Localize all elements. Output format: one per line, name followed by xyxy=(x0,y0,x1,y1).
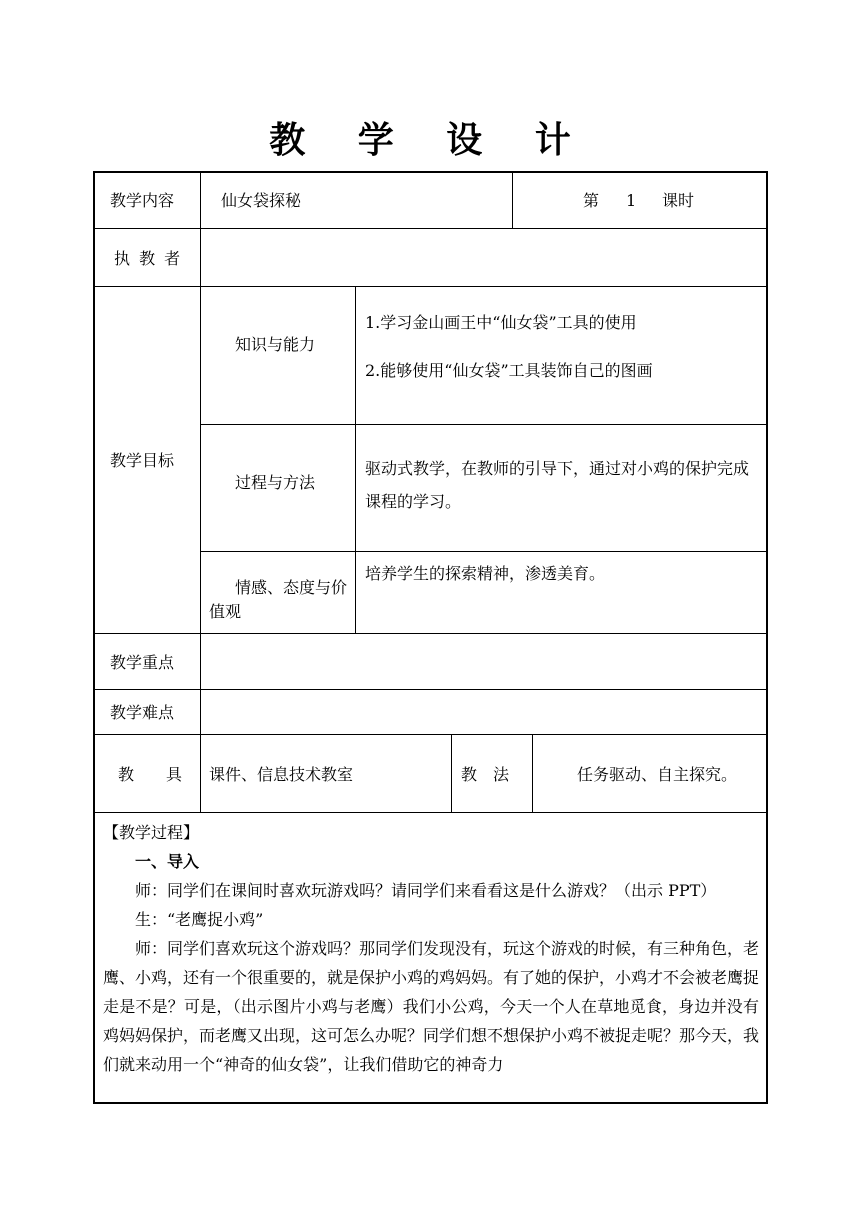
section-intro-heading: 一、导入 xyxy=(135,852,200,871)
lesson-prefix: 第 xyxy=(583,191,600,210)
knowledge-item-1: 1.学习金山画王中“仙女袋”工具的使用 xyxy=(365,313,637,332)
process-paragraph: 师：同学们在课间时喜欢玩游戏吗？请同学们来看看这是什么游戏？（出示 PPT） xyxy=(135,881,717,900)
method-value: 任务驱动、自主探究。 xyxy=(577,765,738,784)
emotion-label-line1: 情感、态度与价 xyxy=(235,578,348,597)
process-paragraph: 师：同学们喜欢玩这个游戏吗？那同学们发现没有，玩这个游戏的时候，有三种角色，老鹰、小鸡，还有一个很重要的，就是保护小鸡的鸡妈妈。有了她的保护，小鸡才不会被老鹰捉走是不是？可是，（出示图片小鸡与老鹰）我们小公鸡，今天一个人在草地觅食，身边并没有鸡妈妈保护，而老鹰又出现，这可怎么办呢？同学们想不想保护小鸡不被捉走呢？那今天，我们就来动用一个“神奇的仙女袋”，让我们借助它的神奇力 xyxy=(103,939,760,1074)
process-method-text: 驱动式教学，在教师的引导下，通过对小鸡的保护完成课程的学习。 xyxy=(365,459,750,511)
tools-label: 教 具 xyxy=(118,765,183,784)
process-method-label: 过程与方法 xyxy=(235,473,316,492)
lesson-suffix: 课时 xyxy=(662,191,695,210)
knowledge-item-2: 2.能够使用“仙女袋”工具装饰自己的图画 xyxy=(365,361,653,380)
teaching-process xyxy=(103,818,759,1079)
emotion-label-line2: 值观 xyxy=(209,602,242,621)
content-value: 仙女袋探秘 xyxy=(221,191,302,210)
emotion-text: 培养学生的探索精神，渗透美育。 xyxy=(365,564,606,583)
page-title: 教 学 设 计 xyxy=(269,119,591,161)
content-label: 教学内容 xyxy=(110,191,175,210)
knowledge-label: 知识与能力 xyxy=(235,335,316,354)
lesson-number: 1 xyxy=(626,191,637,210)
method-label: 教 法 xyxy=(461,765,510,784)
tools-value: 课件、信息技术教室 xyxy=(209,765,354,784)
process-paragraph: 生：“老鹰捉小鸡” xyxy=(135,910,264,929)
teacher-label: 执 教 者 xyxy=(114,249,183,268)
goals-label: 教学目标 xyxy=(110,451,175,470)
process-heading: 【教学过程】 xyxy=(103,823,200,842)
difficulty-label: 教学难点 xyxy=(110,703,175,722)
key-point-label: 教学重点 xyxy=(110,653,175,672)
